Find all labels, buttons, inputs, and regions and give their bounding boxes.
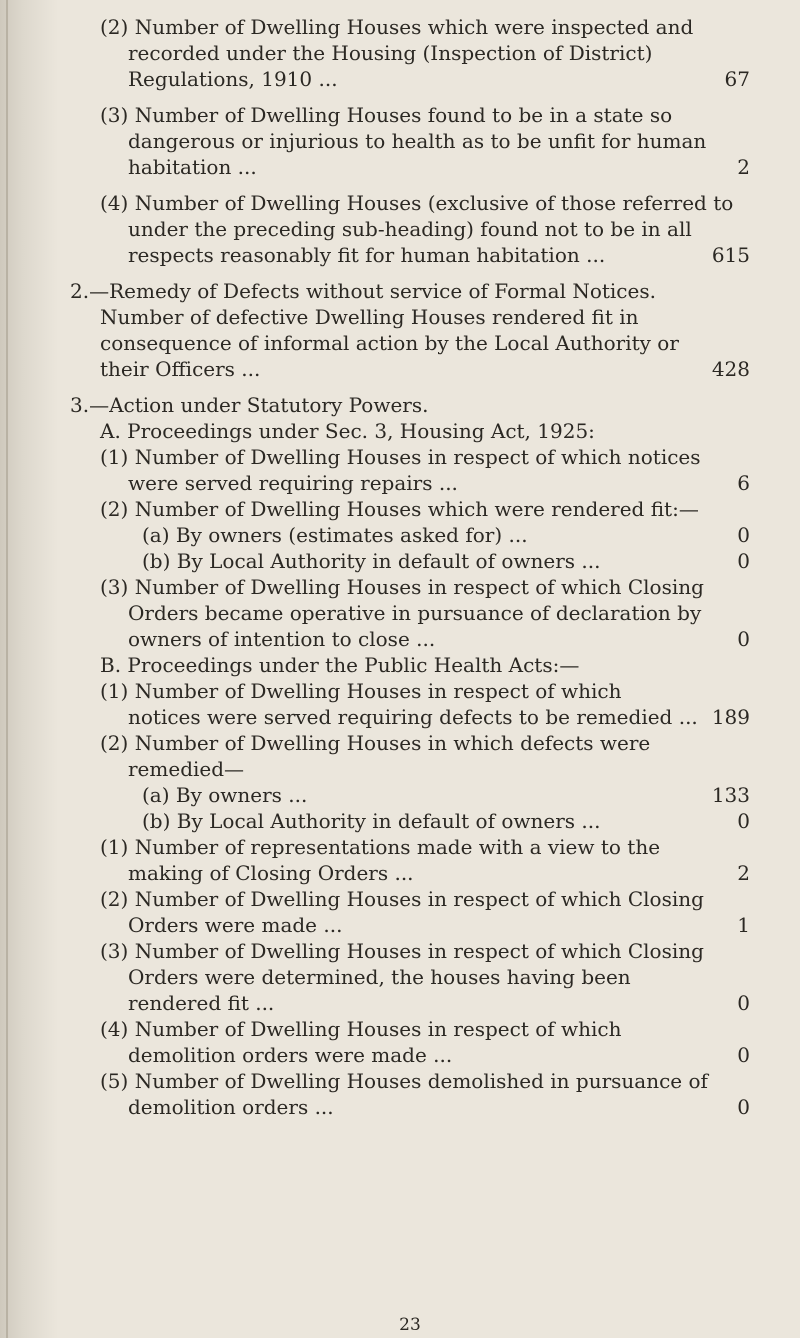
part-b-item-2b bbox=[70, 808, 750, 834]
item-4-text: (4) Number of Dwelling Houses (exclusive of those referred to under the preceding sub-heading) found not to be in all respects reasonably fit for human habitation ... bbox=[100, 191, 734, 267]
binding-edge bbox=[6, 0, 8, 1338]
section-2-value: 428 bbox=[711, 357, 750, 381]
part-c-item-3-text: (3) Number of Dwelling Houses in respect of which Closing Orders were determined, the houses having been rendered fit ... bbox=[100, 939, 704, 1015]
part-b-item-1-text: (1) Number of Dwelling Houses in respect of which notices were served requiring defects to be remedied ... bbox=[100, 679, 698, 729]
part-a-item-2a-value: 0 bbox=[737, 523, 750, 547]
part-c-item-2 bbox=[70, 886, 750, 938]
part-a-item-2 bbox=[70, 496, 750, 522]
part-c-item-4 bbox=[70, 1016, 750, 1068]
part-b-item-1 bbox=[70, 678, 750, 730]
part-c-item-2-value: 1 bbox=[737, 913, 750, 937]
part-b-item-2b-value: 0 bbox=[737, 809, 750, 833]
part-a-item-1-value: 6 bbox=[737, 471, 750, 495]
item-3-value: 2 bbox=[737, 155, 750, 179]
part-c-item-2-text: (2) Number of Dwelling Houses in respect of which Closing Orders were made ... bbox=[100, 887, 704, 937]
item-3-text: (3) Number of Dwelling Houses found to be in a state so dangerous or injurious to health as to be unfit for human habitation ... bbox=[100, 103, 707, 179]
section-3-heading: 3.—Action under Statutory Powers. bbox=[70, 393, 429, 417]
part-a-item-2a bbox=[70, 522, 750, 548]
part-a-item-3-value: 0 bbox=[737, 627, 750, 651]
item-3 bbox=[70, 102, 750, 180]
part-a-item-3 bbox=[70, 574, 750, 652]
item-4 bbox=[70, 190, 750, 268]
part-a-item-2b-value: 0 bbox=[737, 549, 750, 573]
part-a-item-1 bbox=[70, 444, 750, 496]
part-c-item-1-text: (1) Number of representations made with a view to the making of Closing Orders ... bbox=[100, 835, 661, 885]
part-b-item-2a bbox=[70, 782, 750, 808]
part-c-item-1-value: 2 bbox=[737, 861, 750, 885]
part-b-item-2 bbox=[70, 730, 750, 782]
page-gutter-shadow bbox=[0, 0, 58, 1338]
document-page bbox=[70, 10, 750, 1335]
part-c-item-3 bbox=[70, 938, 750, 1016]
part-c-item-5-value: 0 bbox=[737, 1095, 750, 1119]
part-a-item-1-text: (1) Number of Dwelling Houses in respect of which notices were served requiring repairs ... bbox=[100, 445, 701, 495]
part-c-item-4-value: 0 bbox=[737, 1043, 750, 1067]
part-b-item-1-value: 189 bbox=[711, 705, 750, 729]
item-2-text: (2) Number of Dwelling Houses which were inspected and recorded under the Housing (Inspection of District) Regulations, 1910 ... bbox=[100, 15, 694, 91]
part-c-item-5 bbox=[70, 1068, 750, 1120]
part-c-item-3-value: 0 bbox=[737, 991, 750, 1015]
part-b-item-2-text: (2) Number of Dwelling Houses in which defects were remedied— bbox=[100, 731, 651, 781]
item-2-value: 67 bbox=[724, 67, 750, 91]
part-b-item-2b-text: (b) By Local Authority in default of owners ... bbox=[142, 809, 601, 833]
part-b-heading: B. Proceedings under the Public Health Acts:— bbox=[100, 653, 580, 677]
part-b-item-2a-value: 133 bbox=[711, 783, 750, 807]
part-a-item-2-text: (2) Number of Dwelling Houses which were rendered fit:— bbox=[100, 497, 699, 521]
part-a-item-3-text: (3) Number of Dwelling Houses in respect of which Closing Orders became operative in pursuance of declaration by owners of intention to close ... bbox=[100, 575, 704, 651]
part-a-item-2b bbox=[70, 548, 750, 574]
section-2-heading: 2.—Remedy of Defects without service of Formal Notices. bbox=[70, 279, 656, 303]
page-number: 23 bbox=[399, 1315, 421, 1335]
item-4-value: 615 bbox=[711, 243, 750, 267]
section-2-text: Number of defective Dwelling Houses rendered fit in consequence of informal action by the Local Authority or their Officers ... bbox=[100, 305, 679, 381]
part-a-heading: A. Proceedings under Sec. 3, Housing Act, 1925: bbox=[100, 419, 595, 443]
part-a-item-2a-text: (a) By owners (estimates asked for) ... bbox=[142, 523, 528, 547]
item-2 bbox=[70, 14, 750, 92]
part-c-item-5-text: (5) Number of Dwelling Houses demolished in pursuance of demolition orders ... bbox=[100, 1069, 708, 1119]
part-b-item-2a-text: (a) By owners ... bbox=[142, 783, 308, 807]
part-c-item-4-text: (4) Number of Dwelling Houses in respect of which demolition orders were made ... bbox=[100, 1017, 622, 1067]
part-c-item-1 bbox=[70, 834, 750, 886]
section-2-item bbox=[70, 304, 750, 382]
part-a-item-2b-text: (b) By Local Authority in default of owners ... bbox=[142, 549, 601, 573]
